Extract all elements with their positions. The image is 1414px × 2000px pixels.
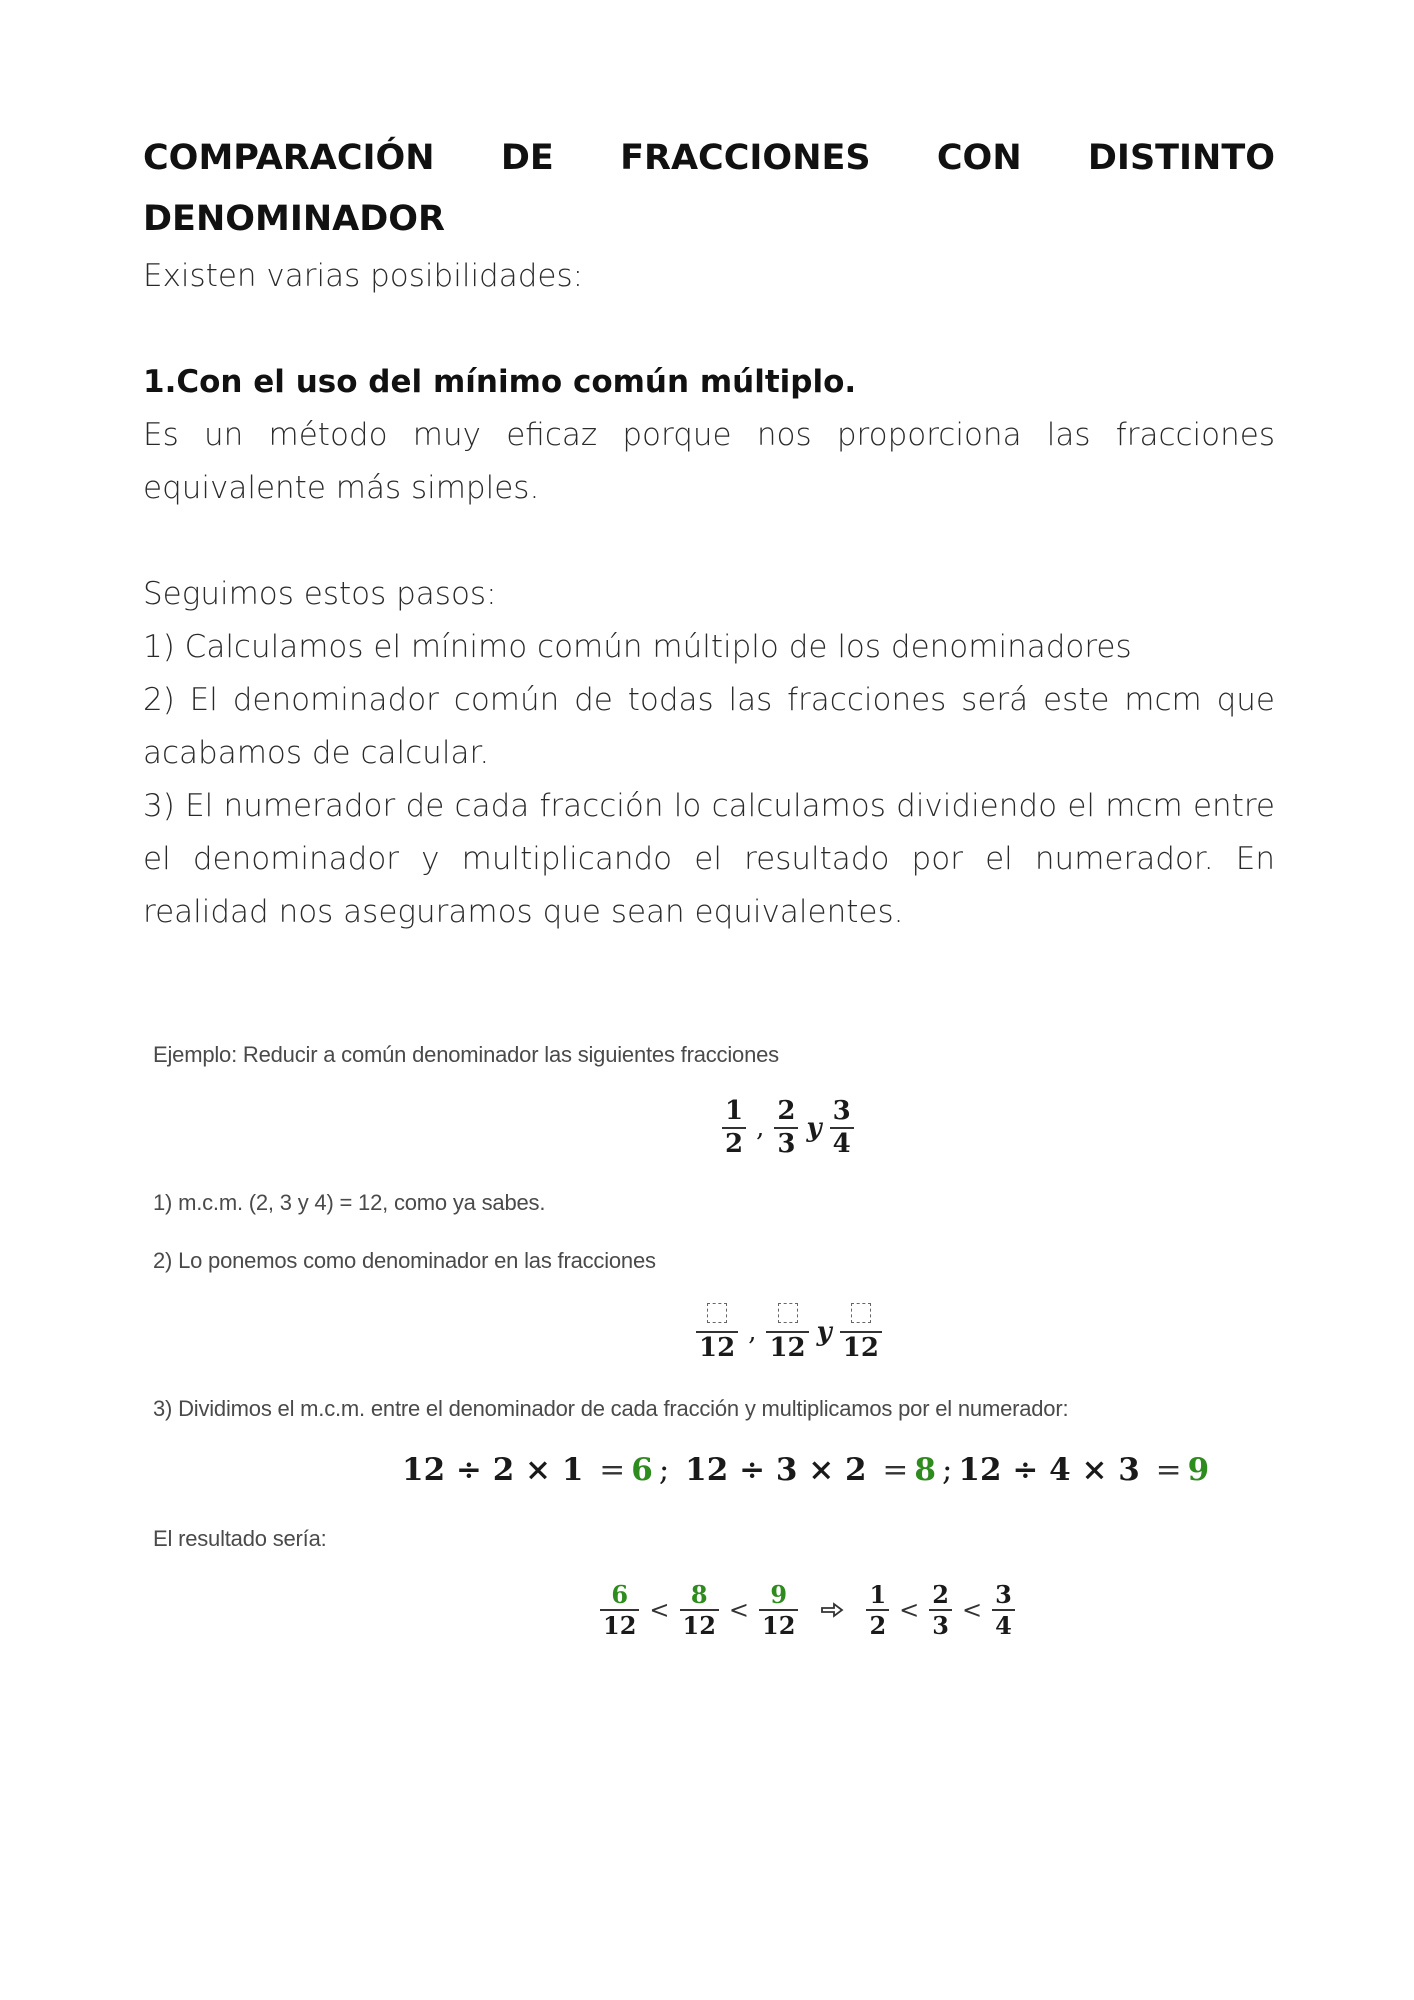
fraction	[696, 1302, 738, 1363]
numerator: 3	[832, 1096, 851, 1126]
title-line-1	[143, 128, 1275, 189]
denominator: 2	[725, 1129, 744, 1160]
calc-result: 9	[1187, 1452, 1210, 1488]
fraction	[840, 1302, 882, 1363]
example-step-2: 2) Lo ponemos como denominador en las fracciones	[153, 1248, 656, 1273]
fraction	[722, 1098, 746, 1159]
numerator: 3	[995, 1580, 1012, 1609]
fraction	[600, 1580, 639, 1641]
fraction	[680, 1580, 719, 1641]
original-fractions: $\frac{1}{2}$ , $\frac{2}{3}$ y $\frac{3}{4}$	[718, 1098, 858, 1159]
step-2: 2) El denominador común de todas las fracciones será este mcm que acabamos de calcular.	[143, 682, 1275, 771]
denominator: 12	[842, 1333, 879, 1364]
denominator: 12	[682, 1611, 716, 1641]
example-step-3: 3) Dividimos el m.c.m. entre el denominador de cada fracción y multiplicamos por el numerador:	[153, 1396, 1069, 1421]
result-comparison	[596, 1580, 1019, 1641]
title-word: DISTINTO	[1087, 138, 1275, 178]
denominator: 4	[995, 1611, 1012, 1641]
y-word: y	[806, 1113, 822, 1144]
less-than-symbol: <	[649, 1596, 670, 1625]
empty-box-icon	[778, 1303, 798, 1323]
page-title	[143, 128, 1275, 250]
fraction	[929, 1580, 952, 1641]
less-than-symbol: <	[728, 1596, 750, 1625]
result-label: El resultado sería:	[153, 1526, 327, 1551]
denominator: 3	[932, 1611, 949, 1641]
empty-box-icon	[707, 1303, 727, 1323]
fraction	[766, 1302, 808, 1363]
numerator: 6	[611, 1580, 629, 1609]
calculations: 12 ÷ 2 × 1 = 6 ; 12 ÷ 3 × 2 = 8 ; 12 ÷ 4 × 3 = 9	[402, 1452, 1210, 1488]
calc-expression: 12 ÷ 3 × 2	[685, 1452, 867, 1488]
step-3: 3) El numerador de cada fracción lo calculamos dividiendo el mcm entre el denominador y multiplicando el resultado por el numerador. En realidad nos aseguramos que sean equivalentes.	[143, 788, 1275, 930]
calc-result: 8	[914, 1452, 936, 1488]
section-heading: 1.Con el uso del mínimo común múltiplo.	[143, 364, 857, 400]
example-step-1: 1) m.c.m. (2, 3 y 4) = 12, como ya sabes.	[153, 1190, 546, 1215]
calc-result: 6	[631, 1452, 653, 1488]
step-1: 1) Calculamos el mínimo común múltiplo de los denominadores	[143, 629, 1132, 665]
document-body	[143, 128, 1275, 939]
example-intro: Ejemplo: Reducir a común denominador las siguientes fracciones	[153, 1042, 779, 1067]
title-word: CON	[936, 138, 1022, 178]
less-than-symbol: <	[899, 1596, 920, 1625]
denominator: 4	[832, 1129, 851, 1160]
fraction	[830, 1098, 854, 1159]
calc-expression: 12 ÷ 4 × 3	[958, 1452, 1140, 1488]
placeholder-fractions: 12 , 12 y 12	[692, 1302, 886, 1363]
title-word: COMPARACIÓN	[143, 138, 435, 178]
less-than-symbol: <	[961, 1596, 983, 1625]
arrow-right-icon	[820, 1596, 844, 1624]
empty-box-icon	[851, 1303, 871, 1323]
title-word: DE	[500, 138, 554, 178]
denominator: 12	[762, 1611, 796, 1641]
fraction	[992, 1580, 1015, 1641]
section-description: Es un método muy eficaz porque nos proporciona las fracciones equivalente más simples.	[143, 417, 1275, 506]
y-word: y	[816, 1317, 832, 1348]
denominator: 2	[869, 1611, 887, 1641]
intro-text: Existen varias posibilidades:	[143, 258, 584, 294]
steps-intro: Seguimos estos pasos:	[143, 576, 497, 612]
numerator: 9	[770, 1580, 788, 1609]
numerator: 2	[932, 1580, 949, 1609]
denominator: 12	[699, 1333, 736, 1364]
numerator: 1	[725, 1096, 744, 1126]
fraction	[759, 1580, 798, 1641]
denominator: 3	[777, 1129, 796, 1160]
title-line-2: DENOMINADOR	[143, 199, 445, 239]
numerator: 2	[777, 1096, 796, 1126]
numerator: 1	[869, 1580, 887, 1609]
fraction	[774, 1098, 798, 1159]
title-word: FRACCIONES	[620, 138, 871, 178]
calc-expression: 12 ÷ 2 × 1	[402, 1452, 584, 1488]
denominator: 12	[603, 1611, 637, 1641]
fraction	[866, 1580, 889, 1641]
numerator: 8	[690, 1580, 708, 1609]
denominator: 12	[769, 1333, 806, 1364]
